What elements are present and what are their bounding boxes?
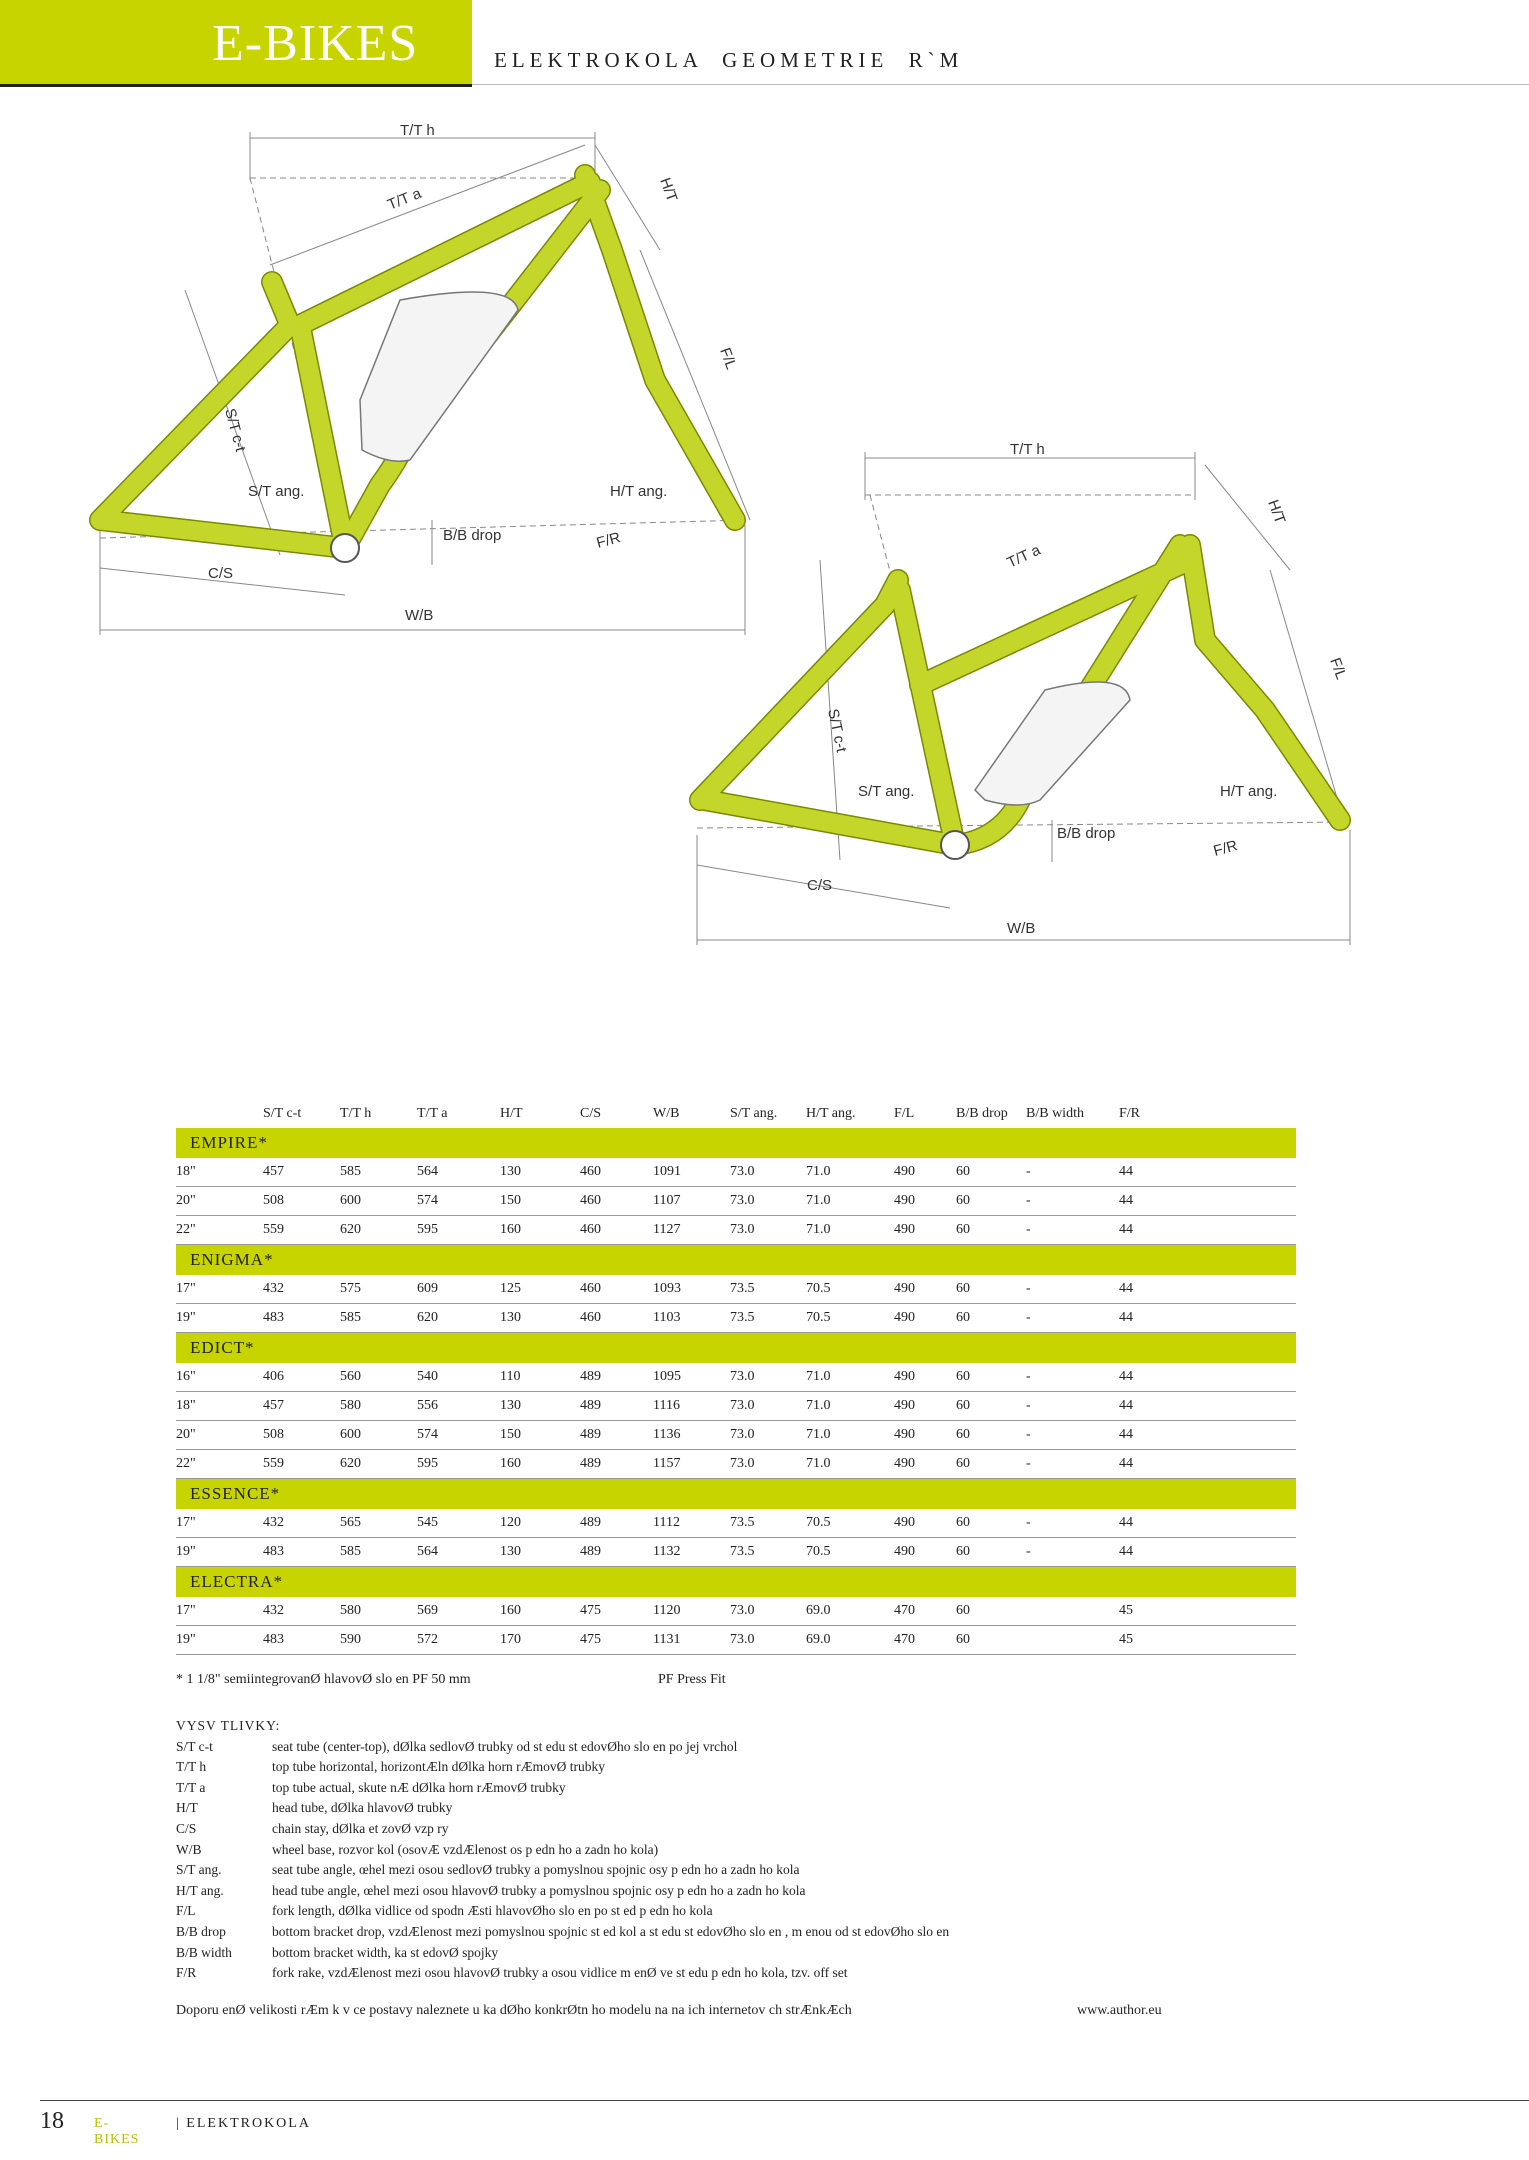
table-cell: 44 [1119, 1275, 1296, 1304]
label-fl-2: F/L [1326, 655, 1350, 682]
label-cs: C/S [208, 565, 234, 582]
abbreviation-description: head tube, dØlka hlavovØ trubky [272, 1800, 453, 1816]
table-cell: 44 [1119, 1304, 1296, 1333]
table-cell: 432 [263, 1275, 340, 1304]
abbreviation-description: chain stay, dØlka et zovØ vzp ry [272, 1820, 449, 1836]
column-header: F/R [1119, 1106, 1141, 1121]
table-cell: 1095 [653, 1363, 730, 1392]
table-row [176, 1275, 1296, 1304]
abbreviation-key: H/T ang. [176, 1882, 224, 1898]
table-cell: 1091 [653, 1158, 730, 1187]
table-cell: 44 [1119, 1363, 1296, 1392]
table-cell: 130 [500, 1304, 580, 1333]
note-pf: PF Press Fit [658, 1672, 726, 1687]
table-cell [1026, 1597, 1119, 1626]
frame-size: 19" [176, 1538, 263, 1567]
table-cell: 545 [417, 1509, 500, 1538]
table-row [176, 1216, 1296, 1245]
table-cell: 508 [263, 1421, 340, 1450]
table-cell: 71.0 [806, 1216, 894, 1245]
abbreviation-key: C/S [176, 1820, 197, 1836]
table-cell: 460 [580, 1187, 653, 1216]
table-cell: 470 [894, 1597, 956, 1626]
label-tt-h-2: T/T h [1010, 441, 1045, 458]
table-cell: 490 [894, 1450, 956, 1479]
table-cell: 490 [894, 1304, 956, 1333]
abbreviation-description: fork rake, vzdÆlenost mezi osou hlavovØ trubky a osou vidlice m enØ ve st edu p edn ho kola, tzv. off set [272, 1965, 848, 1981]
table-cell: 45 [1119, 1626, 1296, 1655]
table-cell: 44 [1119, 1216, 1296, 1245]
abbreviation-item [176, 1901, 949, 1922]
column-header [176, 1100, 263, 1128]
table-cell: 595 [417, 1450, 500, 1479]
table-cell: - [1026, 1392, 1119, 1421]
label-st-ang-2: S/T ang. [858, 783, 915, 800]
table-cell: 1131 [653, 1626, 730, 1655]
table-cell: 70.5 [806, 1509, 894, 1538]
label-st-ct-2: S/T c-t [824, 707, 850, 754]
table-cell: 71.0 [806, 1158, 894, 1187]
page-subtitle: ELEKTROKOLA GEOMETRIE R`M [494, 48, 964, 72]
frame-geometry-diagram [0, 100, 1529, 960]
table-cell: 150 [500, 1187, 580, 1216]
table-cell: 73.5 [730, 1538, 806, 1567]
table-cell: 489 [580, 1392, 653, 1421]
frame-size: 18" [176, 1392, 263, 1421]
abbreviation-description: head tube angle, œhel mezi osou hlavovØ trubky a pomyslnou spojnic osy p edn ho a zadn ho kola [272, 1882, 806, 1898]
model-row [176, 1333, 1296, 1364]
table-cell: 44 [1119, 1450, 1296, 1479]
table-cell: 565 [340, 1509, 417, 1538]
table-cell: 460 [580, 1216, 653, 1245]
table-cell: 457 [263, 1158, 340, 1187]
table-cell: 475 [580, 1597, 653, 1626]
table-cell: 44 [1119, 1392, 1296, 1421]
table-cell: 432 [263, 1597, 340, 1626]
table-cell: 460 [580, 1304, 653, 1333]
table-cell: 73.0 [730, 1392, 806, 1421]
table-cell: 460 [580, 1275, 653, 1304]
table-cell: 44 [1119, 1538, 1296, 1567]
footer-section: | ELEKTROKOLA [176, 2116, 311, 2131]
label-ht: H/T [656, 175, 681, 205]
table-cell: 595 [417, 1216, 500, 1245]
column-header: T/T a [417, 1106, 448, 1121]
frame-size: 18" [176, 1158, 263, 1187]
column-header: T/T h [340, 1106, 372, 1121]
table-cell: 1103 [653, 1304, 730, 1333]
table-body [176, 1128, 1296, 1655]
footer [40, 2108, 311, 2147]
table-cell: 1132 [653, 1538, 730, 1567]
column-header: F/L [894, 1106, 915, 1121]
table-cell: 490 [894, 1216, 956, 1245]
abbreviation-description: top tube horizontal, horizontÆln dØlka horn rÆmovØ trubky [272, 1759, 605, 1775]
abbreviation-item [176, 1840, 949, 1861]
frame-size: 19" [176, 1626, 263, 1655]
table-cell: 130 [500, 1538, 580, 1567]
table-cell: 575 [340, 1275, 417, 1304]
table-cell: 73.0 [730, 1450, 806, 1479]
table-cell: 600 [340, 1187, 417, 1216]
table-cell: 490 [894, 1421, 956, 1450]
table-cell: 559 [263, 1450, 340, 1479]
table-cell: 73.0 [730, 1187, 806, 1216]
table-row [176, 1421, 1296, 1450]
table-row [176, 1304, 1296, 1333]
table-cell: - [1026, 1187, 1119, 1216]
table-cell: 490 [894, 1158, 956, 1187]
table-cell: 489 [580, 1421, 653, 1450]
model-name: ELECTRA* [176, 1567, 1296, 1598]
label-fr: F/R [594, 529, 623, 552]
page-number: 18 [40, 2108, 64, 2134]
table-cell: 489 [580, 1538, 653, 1567]
frame-size: 17" [176, 1509, 263, 1538]
frame-size: 22" [176, 1216, 263, 1245]
table-cell: 60 [956, 1216, 1026, 1245]
abbreviations [176, 1716, 949, 1984]
table-cell: 60 [956, 1275, 1026, 1304]
table-cell: 489 [580, 1450, 653, 1479]
table-cell: 60 [956, 1538, 1026, 1567]
table-cell: - [1026, 1421, 1119, 1450]
column-header: B/B width [1026, 1106, 1084, 1121]
column-header: H/T ang. [806, 1106, 856, 1121]
table-cell: 559 [263, 1216, 340, 1245]
label-fr-2: F/R [1211, 837, 1240, 860]
abbreviations-title: VYSV TLIVKY: [176, 1718, 281, 1733]
label-wb: W/B [405, 607, 434, 624]
frame-size: 17" [176, 1597, 263, 1626]
abbreviation-description: seat tube (center-top), dØlka sedlovØ trubky od st edu st edovØho slo en po jej vrchol [272, 1738, 738, 1754]
table-cell: 457 [263, 1392, 340, 1421]
column-header: S/T c-t [263, 1106, 302, 1121]
table-cell: 1093 [653, 1275, 730, 1304]
abbreviation-item [176, 1943, 949, 1964]
abbreviation-description: fork length, dØlka vidlice od spodn Æsti hlavovØho slo en po st ed p edn ho kola [272, 1903, 713, 1919]
abbreviation-item [176, 1860, 949, 1881]
abbreviation-key: F/R [176, 1965, 197, 1981]
model-name: EMPIRE* [176, 1128, 1296, 1158]
abbreviation-item [176, 1963, 949, 1984]
table-row [176, 1509, 1296, 1538]
table-row [176, 1158, 1296, 1187]
abbreviation-description: bottom bracket drop, vzdÆlenost mezi pomyslnou spojnic st ed kol a st edu st edovØho slo en , m enou od st edovØho slo en [272, 1923, 950, 1939]
abbreviation-key: T/T h [176, 1759, 207, 1775]
table-cell: 71.0 [806, 1187, 894, 1216]
column-header: S/T ang. [730, 1106, 778, 1121]
abbreviation-key: F/L [176, 1903, 196, 1919]
abbreviation-key: B/B drop [176, 1923, 226, 1939]
model-name: ESSENCE* [176, 1479, 1296, 1510]
table-cell: 564 [417, 1538, 500, 1567]
table-cell: 508 [263, 1187, 340, 1216]
table-cell: 556 [417, 1392, 500, 1421]
table-row [176, 1363, 1296, 1392]
frame-diagram-2 [697, 441, 1350, 945]
table-cell: 609 [417, 1275, 500, 1304]
table-cell: 470 [894, 1626, 956, 1655]
header-divider [472, 84, 1529, 85]
table-cell: 1112 [653, 1509, 730, 1538]
abbreviation-item [176, 1778, 949, 1799]
table-cell: 71.0 [806, 1363, 894, 1392]
table-cell: - [1026, 1363, 1119, 1392]
table-cell: 73.5 [730, 1304, 806, 1333]
table-row [176, 1450, 1296, 1479]
table-cell: 69.0 [806, 1597, 894, 1626]
abbreviation-key: S/T ang. [176, 1862, 222, 1878]
table-cell: 44 [1119, 1509, 1296, 1538]
label-tt-a: T/T a [385, 184, 424, 214]
table-cell: 60 [956, 1392, 1026, 1421]
table-cell: 71.0 [806, 1421, 894, 1450]
label-st-ct: S/T c-t [221, 406, 249, 454]
table-cell: - [1026, 1158, 1119, 1187]
table-cell: 585 [340, 1158, 417, 1187]
table-cell: 71.0 [806, 1450, 894, 1479]
abbreviation-item [176, 1819, 949, 1840]
table-cell: 44 [1119, 1421, 1296, 1450]
table-cell: 70.5 [806, 1304, 894, 1333]
table-cell: 585 [340, 1538, 417, 1567]
table-cell: 580 [340, 1597, 417, 1626]
table-cell: 483 [263, 1626, 340, 1655]
table-cell: 125 [500, 1275, 580, 1304]
abbreviation-item [176, 1757, 949, 1778]
table-cell: 574 [417, 1421, 500, 1450]
table-cell: 406 [263, 1363, 340, 1392]
table-cell: 569 [417, 1597, 500, 1626]
table-cell: 490 [894, 1392, 956, 1421]
footer-label: E-BIKES [94, 2116, 140, 2147]
table-cell: 540 [417, 1363, 500, 1392]
website-link[interactable]: www.author.eu [1077, 2003, 1162, 2018]
table-row [176, 1187, 1296, 1216]
table-cell: 489 [580, 1509, 653, 1538]
table-cell: 69.0 [806, 1626, 894, 1655]
label-ht-2: H/T [1264, 497, 1289, 527]
table-cell: 60 [956, 1626, 1026, 1655]
table-cell: 1157 [653, 1450, 730, 1479]
model-row [176, 1567, 1296, 1598]
frame-size: 22" [176, 1450, 263, 1479]
table-cell: 1120 [653, 1597, 730, 1626]
table-cell: 160 [500, 1216, 580, 1245]
table-cell: 130 [500, 1392, 580, 1421]
frame-size: 17" [176, 1275, 263, 1304]
abbreviation-item [176, 1737, 949, 1758]
table-cell: 73.0 [730, 1363, 806, 1392]
table-cell: 1136 [653, 1421, 730, 1450]
abbreviation-description: top tube actual, skute nÆ dØlka horn rÆmovØ trubky [272, 1779, 566, 1795]
abbreviation-description: wheel base, rozvor kol (osovÆ vzdÆlenost os p edn ho a zadn ho kola) [272, 1841, 659, 1857]
label-tt-h: T/T h [400, 122, 435, 139]
table-cell: 1107 [653, 1187, 730, 1216]
table-cell: 560 [340, 1363, 417, 1392]
table-cell: 590 [340, 1626, 417, 1655]
label-cs-2: C/S [807, 877, 833, 894]
model-name: EDICT* [176, 1333, 1296, 1364]
frame-size: 20" [176, 1187, 263, 1216]
table-cell: 70.5 [806, 1538, 894, 1567]
table-cell: - [1026, 1304, 1119, 1333]
frame-size: 16" [176, 1363, 263, 1392]
table-cell: 60 [956, 1187, 1026, 1216]
label-wb-2: W/B [1007, 920, 1036, 937]
table-cell: 150 [500, 1421, 580, 1450]
table-cell: 490 [894, 1363, 956, 1392]
table-cell: 170 [500, 1626, 580, 1655]
column-header: C/S [580, 1106, 602, 1121]
table-cell: - [1026, 1216, 1119, 1245]
abbreviation-key: W/B [176, 1841, 202, 1857]
abbreviation-item [176, 1881, 949, 1902]
table-cell: 1127 [653, 1216, 730, 1245]
header-rule [0, 84, 472, 87]
abbreviation-item [176, 1798, 949, 1819]
table-row [176, 1538, 1296, 1567]
table-cell: 60 [956, 1421, 1026, 1450]
table-cell: 564 [417, 1158, 500, 1187]
table-cell: 620 [340, 1450, 417, 1479]
frame-diagram-1 [100, 122, 750, 635]
abbreviation-key: S/T c-t [176, 1738, 213, 1754]
footer-rule [40, 2100, 1529, 2101]
table-cell: 574 [417, 1187, 500, 1216]
table-cell: 483 [263, 1538, 340, 1567]
table-cell: 120 [500, 1509, 580, 1538]
table-cell: 60 [956, 1450, 1026, 1479]
table-cell: - [1026, 1538, 1119, 1567]
abbreviation-key: B/B width [176, 1944, 232, 1960]
table-cell: - [1026, 1509, 1119, 1538]
abbreviation-description: bottom bracket width, ka st edovØ spojky [272, 1944, 499, 1960]
model-name: ENIGMA* [176, 1245, 1296, 1276]
abbreviation-key: H/T [176, 1800, 198, 1816]
table-cell: 45 [1119, 1597, 1296, 1626]
table-cell: - [1026, 1450, 1119, 1479]
abbreviations-list [176, 1737, 949, 1984]
label-bb-drop: B/B drop [443, 527, 502, 544]
label-tt-a-2: T/T a [1004, 541, 1044, 572]
table-cell: 483 [263, 1304, 340, 1333]
table-cell: 73.0 [730, 1597, 806, 1626]
page-title: E-BIKES [212, 15, 419, 72]
frame-size: 19" [176, 1304, 263, 1333]
table-row [176, 1626, 1296, 1655]
table-cell: 160 [500, 1597, 580, 1626]
table-cell: 73.0 [730, 1216, 806, 1245]
note-star: * 1 1/8" semiintegrovanØ hlavovØ slo en PF 50 mm [176, 1672, 471, 1687]
table-cell: 600 [340, 1421, 417, 1450]
table-cell: 60 [956, 1597, 1026, 1626]
label-ht-ang-2: H/T ang. [1220, 783, 1278, 800]
table-cell: 572 [417, 1626, 500, 1655]
table-cell: 620 [417, 1304, 500, 1333]
frame-size: 20" [176, 1421, 263, 1450]
table-cell: 70.5 [806, 1275, 894, 1304]
table-cell: 73.5 [730, 1275, 806, 1304]
table-cell: 44 [1119, 1158, 1296, 1187]
table-row [176, 1392, 1296, 1421]
label-bb-drop-2: B/B drop [1057, 825, 1116, 842]
table-cell: - [1026, 1275, 1119, 1304]
table-cell: 475 [580, 1626, 653, 1655]
table-cell: 60 [956, 1158, 1026, 1187]
label-fl: F/L [716, 345, 740, 372]
table-row [176, 1597, 1296, 1626]
abbreviation-item [176, 1922, 949, 1943]
column-header: B/B drop [956, 1106, 1008, 1121]
column-header: H/T [500, 1106, 523, 1121]
model-row [176, 1128, 1296, 1158]
table-cell [1026, 1626, 1119, 1655]
table-cell: 60 [956, 1509, 1026, 1538]
table-cell: 160 [500, 1450, 580, 1479]
table-cell: 130 [500, 1158, 580, 1187]
table-cell: 73.5 [730, 1509, 806, 1538]
table-cell: 73.0 [730, 1421, 806, 1450]
table-cell: 580 [340, 1392, 417, 1421]
table-cell: 73.0 [730, 1626, 806, 1655]
label-ht-ang: H/T ang. [610, 483, 668, 500]
table-cell: 460 [580, 1158, 653, 1187]
table-cell: 73.0 [730, 1158, 806, 1187]
table-cell: 620 [340, 1216, 417, 1245]
table-cell: 1116 [653, 1392, 730, 1421]
table-cell: 110 [500, 1363, 580, 1392]
table-cell: 60 [956, 1363, 1026, 1392]
abbreviation-key: T/T a [176, 1779, 206, 1795]
table-cell: 71.0 [806, 1392, 894, 1421]
table-cell: 432 [263, 1509, 340, 1538]
footnote: Doporu enØ velikosti rÆm k v ce postavy naleznete u ka dØho konkrØtn ho modelu na na ich internetov ch strÆnkÆch [176, 2003, 852, 2018]
table-cell: 490 [894, 1275, 956, 1304]
table-cell: 585 [340, 1304, 417, 1333]
geometry-table [176, 1100, 1296, 1655]
label-st-ang: S/T ang. [248, 483, 305, 500]
table-header [176, 1100, 1296, 1128]
model-row [176, 1245, 1296, 1276]
table-cell: 489 [580, 1363, 653, 1392]
column-header: W/B [653, 1106, 680, 1121]
model-row [176, 1479, 1296, 1510]
table-cell: 44 [1119, 1187, 1296, 1216]
table-cell: 490 [894, 1538, 956, 1567]
table-cell: 60 [956, 1304, 1026, 1333]
abbreviation-description: seat tube angle, œhel mezi osou sedlovØ trubky a pomyslnou spojnic osy p edn ho a zadn ho kola [272, 1862, 800, 1878]
table-cell: 490 [894, 1187, 956, 1216]
table-cell: 490 [894, 1509, 956, 1538]
